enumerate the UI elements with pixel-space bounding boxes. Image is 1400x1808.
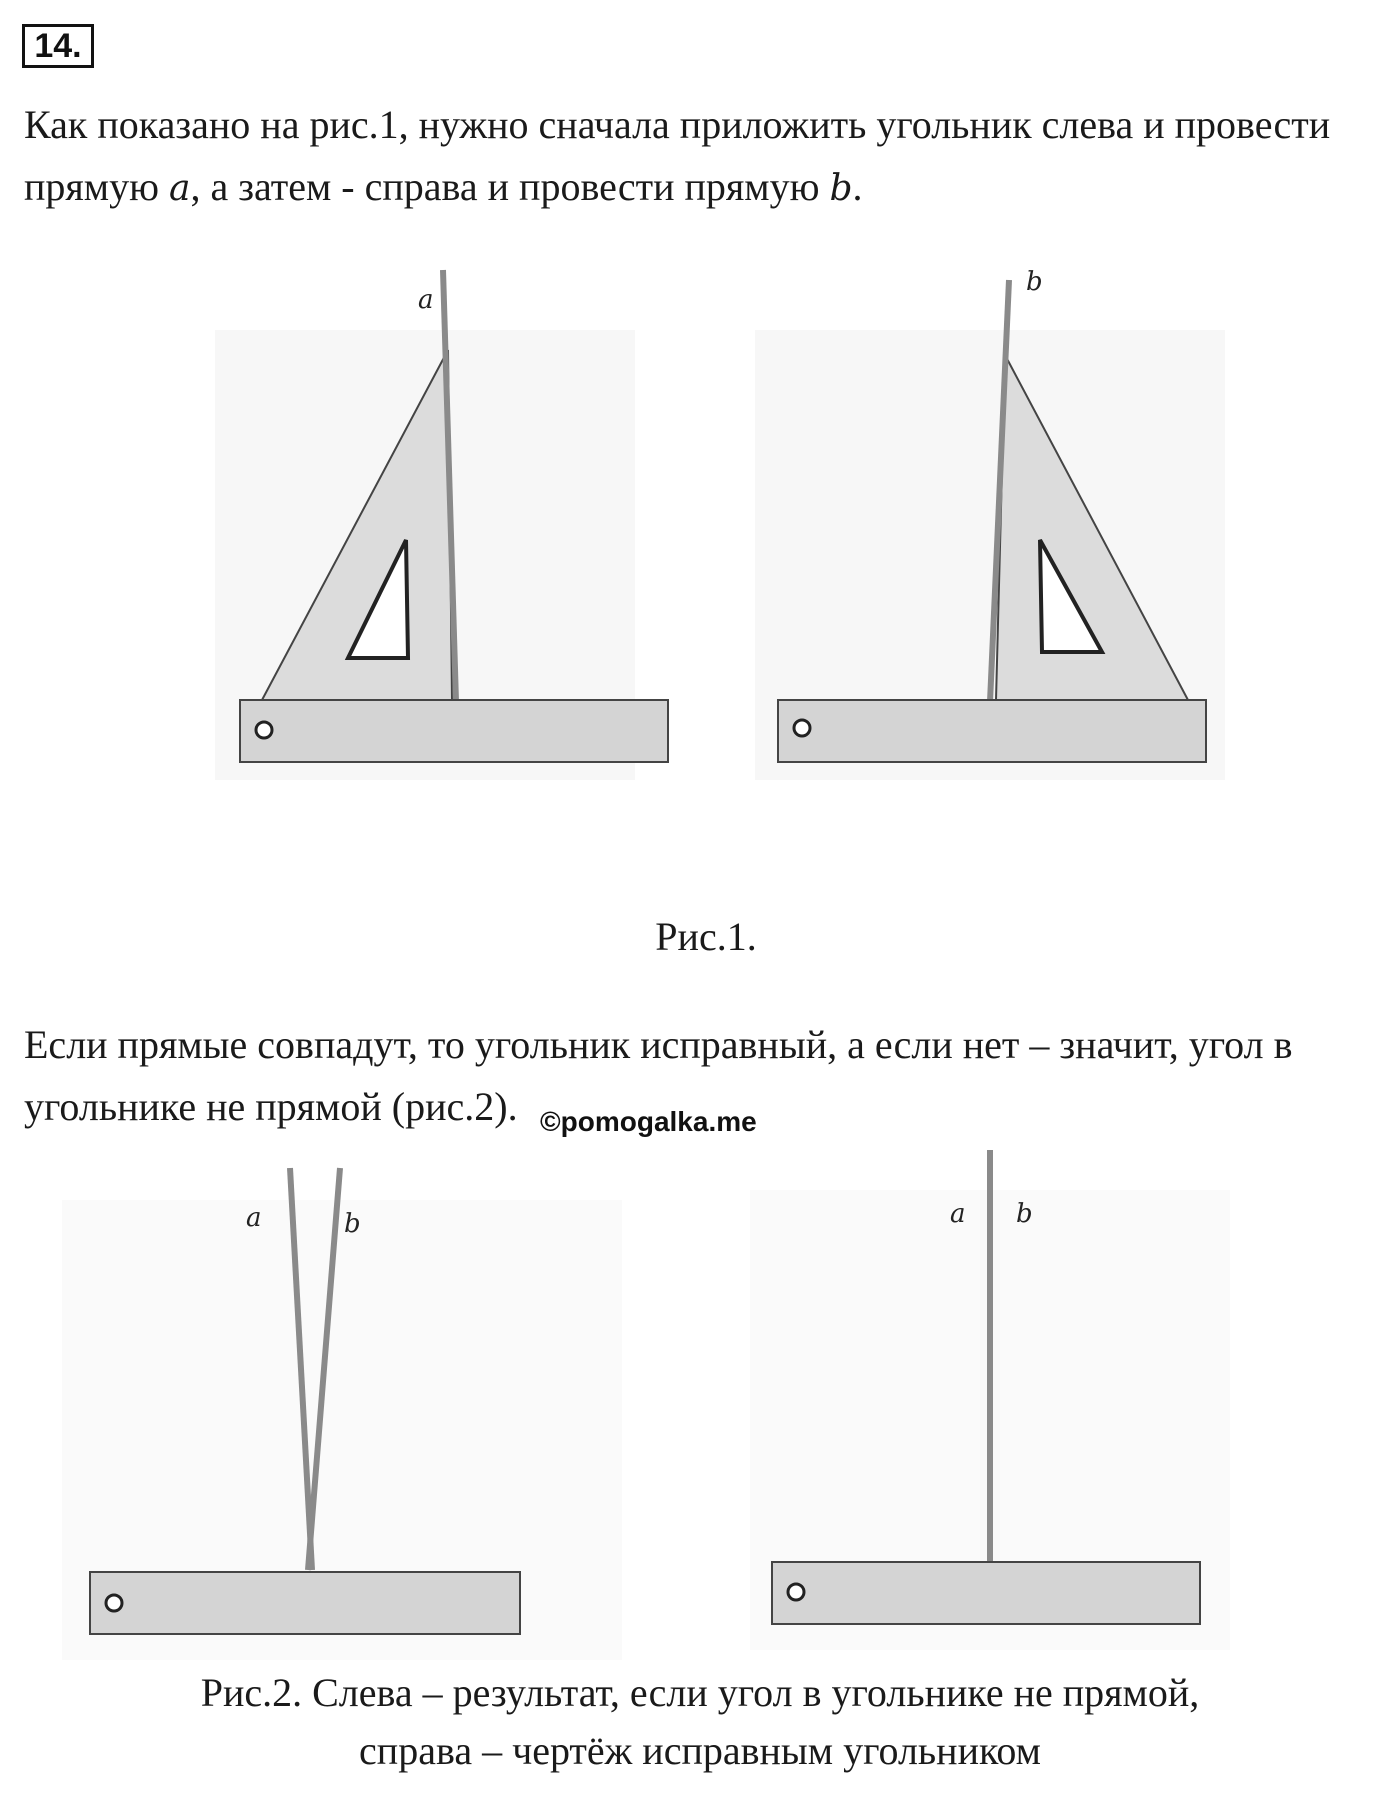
conclusion-line-1: Если прямые совпадут, то угольник исправный, а если нет – значит, угол в [24,1022,1293,1067]
intro-text-3: . [852,164,863,209]
label-a-fig1: a [418,285,434,315]
fig2-right-ruler [772,1562,1200,1624]
conclusion-line-2: угольнике не прямой (рис.2). [24,1084,518,1129]
var-b: b [829,168,853,209]
problem-number: 14. [22,24,94,68]
intro-line-1: Как показано на рис.1, нужно сначала приложить угольник слева и провести [24,102,1331,147]
figure2-caption-line-1: Рис.2. Слева – результат, если угол в угольнике не прямой, [200,1670,1200,1715]
var-a: a [169,168,191,209]
ruler-hole [256,722,272,738]
fig2-left-ruler [90,1572,520,1634]
label-a-fig2-left: a [246,1203,262,1233]
intro-text-2: , а затем - справа и провести прямую [190,164,830,209]
watermark: ©pomogalka.me [540,1106,757,1137]
label-b-fig2-right: b [1016,1199,1033,1229]
ruler-body [240,700,668,762]
label-b-fig1: b [1026,267,1043,297]
ruler-body [772,1562,1200,1624]
fig1-left-ruler [240,700,668,762]
label-a-fig2-right: a [950,1199,966,1229]
ruler-hole [788,1584,804,1600]
figure2-caption-line-2: справа – чертёж исправным угольником [359,1728,1041,1773]
label-b-fig2-left: b [344,1209,361,1239]
figure1-caption: Рис.1. [655,914,757,959]
ruler-hole [106,1595,122,1611]
fig1-right-ruler [778,700,1206,762]
ruler-body [90,1572,520,1634]
ruler-body [778,700,1206,762]
ruler-hole [794,720,810,736]
intro-text-1: прямую [24,164,169,209]
